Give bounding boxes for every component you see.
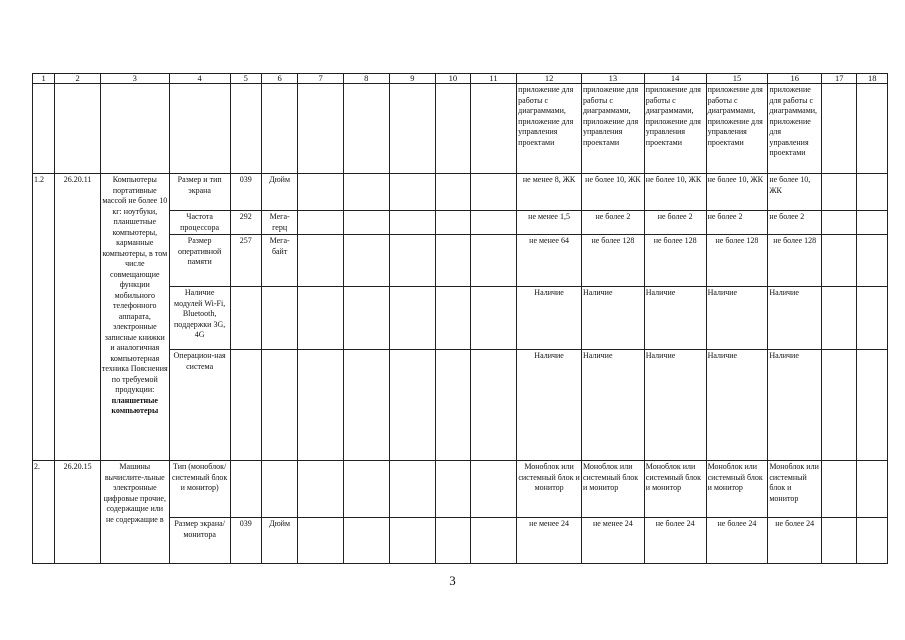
col-header: 14 (644, 74, 706, 84)
item-name (100, 174, 169, 461)
value-cell: не более 2 (581, 211, 644, 235)
value-cell: Моноблок или системный блок и монитор (706, 461, 768, 518)
table-cell: приложение для работы с диаграммами, приложение для управления проектами (517, 84, 582, 174)
item-number: 1.2 (33, 174, 55, 461)
col-header: 9 (389, 74, 436, 84)
okei-code-cell: 257 (230, 235, 261, 287)
col-header: 13 (581, 74, 644, 84)
value-cell: Моноблок или системный блок и монитор (581, 461, 644, 518)
value-cell: Наличие (768, 287, 822, 350)
table-row (33, 174, 888, 211)
value-cell: Наличие (644, 287, 706, 350)
okpd-code: 26.20.11 (55, 174, 101, 461)
value-cell: не более 2 (644, 211, 706, 235)
value-cell: не менее 1,5 (517, 211, 582, 235)
value-cell: не более 128 (768, 235, 822, 287)
page-number: 3 (449, 573, 456, 588)
okei-code-cell: 039 (230, 518, 261, 564)
value-cell: Наличие (644, 350, 706, 461)
col-header: 5 (230, 74, 261, 84)
col-header: 4 (169, 74, 230, 84)
unit-cell: Дюйм (261, 518, 297, 564)
continuation-row (33, 84, 888, 174)
col-header: 16 (768, 74, 822, 84)
okpd-code: 26.20.15 (55, 461, 101, 564)
value-cell: не более 10, ЖК (768, 174, 822, 211)
okei-code-cell: 292 (230, 211, 261, 235)
item-name: Машины вычислите-льные электронные цифровые прочие, содержащие или не содержащие в (100, 461, 169, 564)
characteristic-cell: Размер и тип экрана (169, 174, 230, 211)
col-header: 3 (100, 74, 169, 84)
value-cell: Наличие (706, 350, 768, 461)
okei-code-cell: 039 (230, 174, 261, 211)
column-number-header-row (33, 74, 888, 84)
unit-cell: Мега-байт (261, 235, 297, 287)
characteristic-cell: Размер оперативной памяти (169, 235, 230, 287)
value-cell: Наличие (517, 350, 582, 461)
characteristic-cell: Тип (моноблок/ системный блок и монитор) (169, 461, 230, 518)
value-cell: Моноблок или системный блок и монитор (644, 461, 706, 518)
col-header: 10 (436, 74, 470, 84)
table-cell: приложение для работы с диаграммами, приложение для управления проектами (706, 84, 768, 174)
document-page (32, 73, 888, 564)
table-cell: приложение для работы с диаграммами, приложение для управления проектами (768, 84, 822, 174)
item-name-bold: планшетные компьютеры (111, 395, 159, 415)
value-cell: не более 128 (644, 235, 706, 287)
unit-cell: Дюйм (261, 174, 297, 211)
col-header: 11 (470, 74, 517, 84)
col-header: 15 (706, 74, 768, 84)
value-cell: Наличие (517, 287, 582, 350)
col-header: 1 (33, 74, 55, 84)
unit-cell (261, 350, 297, 461)
value-cell: не менее 24 (517, 518, 582, 564)
item-number: 2. (33, 461, 55, 564)
value-cell: не более 128 (706, 235, 768, 287)
value-cell: Наличие (768, 350, 822, 461)
value-cell: не более 24 (706, 518, 768, 564)
value-cell: Моноблок или системный блок и монитор (517, 461, 582, 518)
unit-cell (261, 461, 297, 518)
characteristic-cell: Наличие модулей Wi-Fi, Bluetooth, поддержки 3G, 4G (169, 287, 230, 350)
characteristic-cell: Размер экрана/ монитора (169, 518, 230, 564)
characteristic-cell: Операцион-ная система (169, 350, 230, 461)
item-name-text: Компьютеры портативные массой не более 10 кг: ноутбуки, планшетные компьютеры, карманные компьютеры, в том числе совмещающие функции мобильного телефонного аппарата, электронные записные книжки и аналогичная компьютерная техника Пояснения по требуемой продукции: (101, 175, 168, 394)
value-cell: Моноблок или системный блок и монитор (768, 461, 822, 518)
value-cell: не менее 64 (517, 235, 582, 287)
col-header: 8 (343, 74, 389, 84)
value-cell: не более 2 (706, 211, 768, 235)
value-cell: не более 128 (581, 235, 644, 287)
value-cell: не более 24 (768, 518, 822, 564)
table-cell: приложение для работы с диаграммами, приложение для управления проектами (581, 84, 644, 174)
value-cell: Наличие (706, 287, 768, 350)
col-header: 18 (857, 74, 888, 84)
value-cell: Наличие (581, 350, 644, 461)
col-header: 17 (822, 74, 857, 84)
col-header: 7 (298, 74, 344, 84)
value-cell: Наличие (581, 287, 644, 350)
col-header: 6 (261, 74, 297, 84)
value-cell: не менее 24 (581, 518, 644, 564)
value-cell: не более 2 (768, 211, 822, 235)
unit-cell (261, 287, 297, 350)
table-cell: приложение для работы с диаграммами, приложение для управления проектами (644, 84, 706, 174)
characteristic-cell: Частота процессора (169, 211, 230, 235)
requirements-table (32, 73, 888, 564)
value-cell: не менее 8, ЖК (517, 174, 582, 211)
table-row (33, 461, 888, 518)
value-cell: не более 10, ЖК (581, 174, 644, 211)
okei-code-cell (230, 461, 261, 518)
unit-cell: Мега-герц (261, 211, 297, 235)
value-cell: не более 10, ЖК (644, 174, 706, 211)
okei-code-cell (230, 287, 261, 350)
okei-code-cell (230, 350, 261, 461)
value-cell: не более 24 (644, 518, 706, 564)
col-header: 12 (517, 74, 582, 84)
col-header: 2 (55, 74, 101, 84)
value-cell: не более 10, ЖК (706, 174, 768, 211)
